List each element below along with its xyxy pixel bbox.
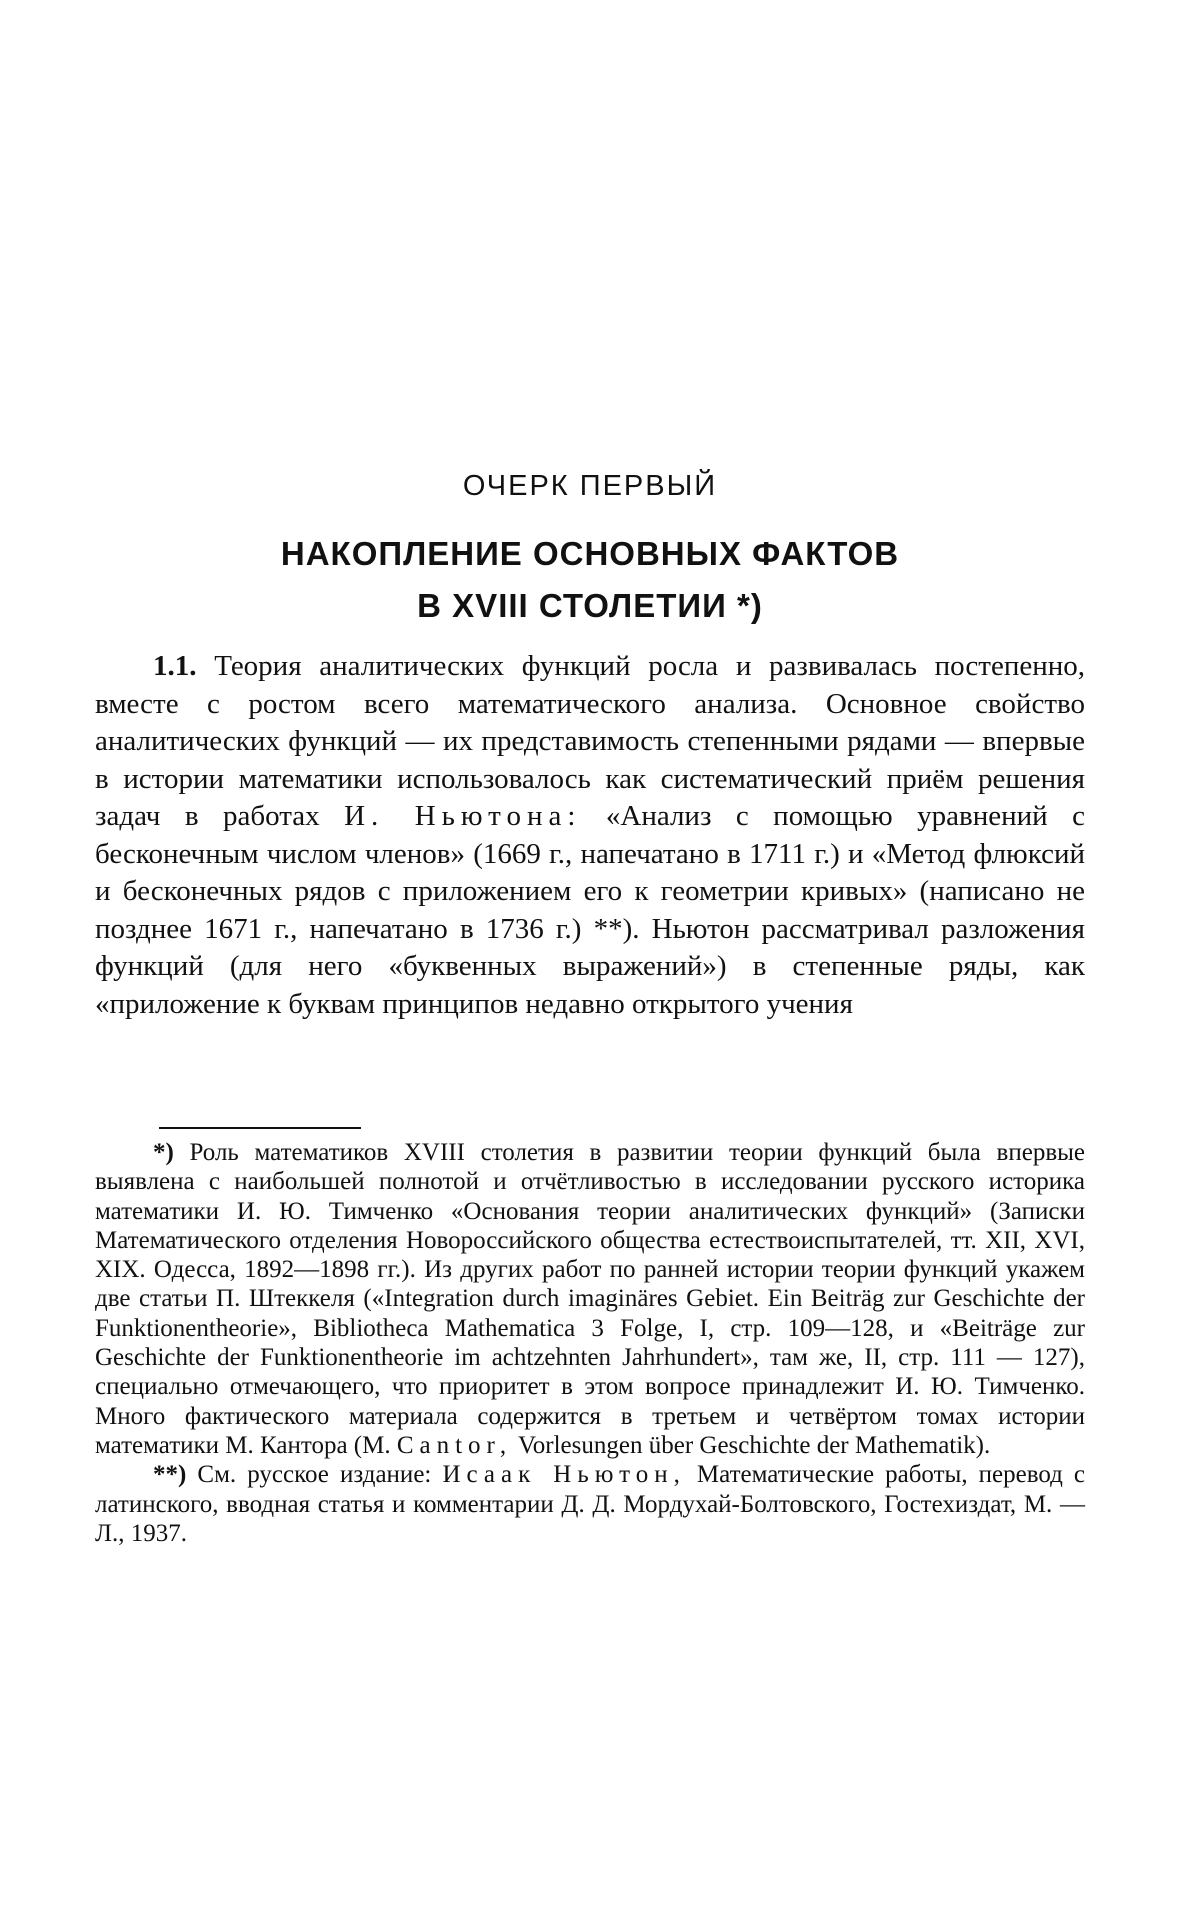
- footnotes: [95, 1138, 1085, 1548]
- footnote-spaced-name: Cantor,: [397, 1432, 512, 1459]
- essay-label: ОЧЕРК ПЕРВЫЙ: [95, 470, 1085, 503]
- footnote-1: [95, 1138, 1085, 1460]
- author-name-spaced: И. Ньютона:: [344, 800, 581, 832]
- paragraph-text-part-1: Теория аналитических функций росла и развивалась постепенно, вместе с ростом всего математического анализа. Основное свойство аналитических функций — их представимость степенными рядами — впервые в истории математики использовалось как систематический приём решения задач в работах: [95, 650, 1085, 832]
- chapter-title-line-2: В XVIII СТОЛЕТИИ *): [95, 580, 1085, 632]
- book-page: [95, 0, 1085, 1927]
- chapter-title: [95, 528, 1085, 632]
- section-number: 1.1.: [153, 650, 197, 682]
- footnote-spaced-name: Исаак Ньютон,: [442, 1461, 685, 1488]
- chapter-title-line-1: НАКОПЛЕНИЕ ОСНОВНЫХ ФАКТОВ: [95, 528, 1085, 580]
- footnote-2: [95, 1460, 1085, 1548]
- paragraph-text-part-2: «Анализ с помощью уравнений с бесконечным числом членов» (1669 г., напечатано в 1711 г.) и «Метод флюксий и бесконечных рядов с приложением его к геометрии кривых» (написано не позднее 1671 г., напечатано в 1736 г.) **). Ньютон рассматривал разложения функций (для него «буквенных выражений») в степенные ряды, как «приложение к буквам принципов недавно открытого учения: [95, 800, 1085, 1020]
- section-paragraph: [95, 648, 1085, 1023]
- footnote-mark: *): [153, 1139, 174, 1166]
- footnote-text: См. русское издание:: [197, 1461, 431, 1488]
- footnote-divider: [159, 1127, 361, 1129]
- footnote-text: Vorlesungen über Geschichte der Mathematik).: [518, 1432, 990, 1459]
- footnote-text: Роль математиков XVIII столетия в развитии теории функций была впервые выявлена с наибольшей полнотой и отчётливостью в исследовании русского историка математики И. Ю. Тимченко «Основания теории аналитических функций» (Записки Математического отделения Новороссийского общества естествоиспытателей, тт. XII, XVI, XIX. Одесса, 1892—1898 гг.). Из других работ по ранней истории теории функций укажем две статьи П. Штеккеля («Integration durch imaginäres Gebiet. Ein Beiträg zur Geschichte der Funktionentheorie», Bibliotheca Mathematica 3 Folge, I, стр. 109—128, и «Beiträge zur Geschichte der Funktionentheorie im achtzehnten Jahrhundert», там же, II, стр. 111 — 127), специально отмечающего, что приоритет в этом вопросе принадлежит И. Ю. Тимченко. Много фактического материала содержится в третьем и четвёртом томах истории математики М. Кантора (М.: [95, 1139, 1085, 1459]
- footnote-text: Математические работы, перевод с латинского, вводная статья и комментарии Д. Д. Мордухай-Болтовского, Гостехиздат, М. — Л., 1937.: [95, 1461, 1085, 1547]
- footnote-mark: **): [153, 1461, 186, 1488]
